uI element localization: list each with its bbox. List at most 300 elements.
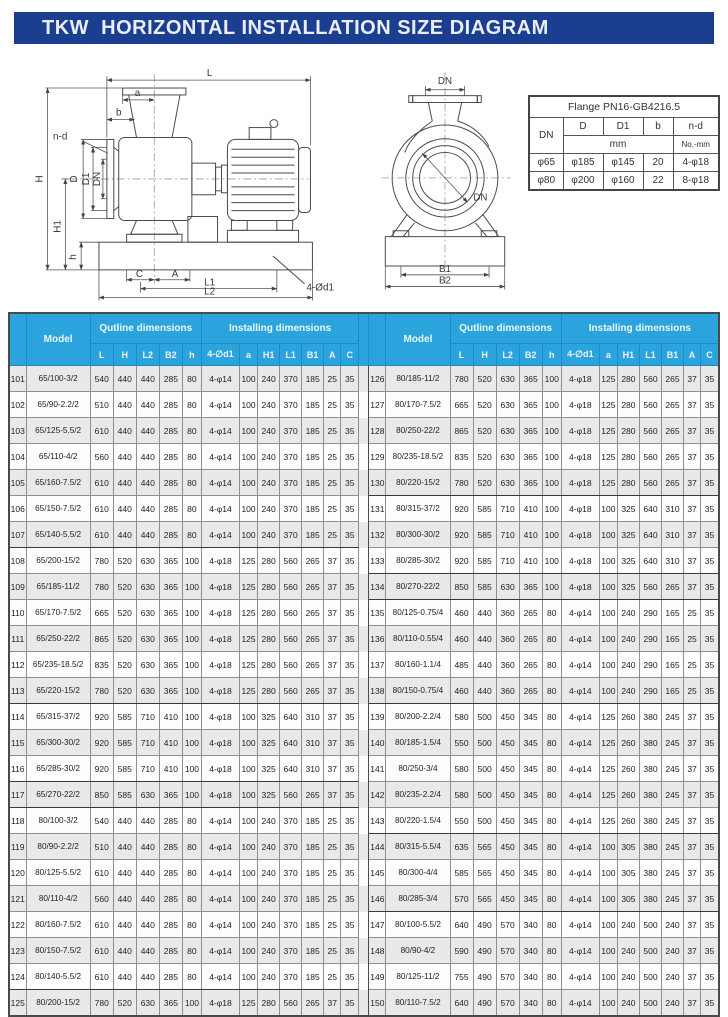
- column-header-model: Model: [26, 313, 90, 366]
- value-cell: 100: [240, 444, 258, 470]
- value-cell: 265: [661, 366, 683, 392]
- value-cell: 35: [341, 574, 359, 600]
- value-cell: 185: [302, 470, 324, 496]
- value-cell: 4-φ14: [561, 730, 599, 756]
- value-cell: 100: [599, 860, 617, 886]
- flange-col-nd: n-d: [673, 118, 719, 136]
- value-cell: 280: [258, 574, 280, 600]
- value-cell: 280: [258, 626, 280, 652]
- value-cell: 100: [599, 964, 617, 990]
- value-cell: 640: [639, 548, 661, 574]
- table-gap: [359, 574, 369, 600]
- value-cell: 260: [617, 808, 639, 834]
- table-gap: [359, 756, 369, 782]
- value-cell: 920: [450, 522, 473, 548]
- flange-unit-nomm: No.-mm: [673, 136, 719, 154]
- dim-label-D: D: [69, 175, 81, 183]
- value-cell: 630: [136, 600, 159, 626]
- value-cell: 440: [136, 444, 159, 470]
- value-cell: 80: [542, 652, 561, 678]
- value-cell: 35: [341, 938, 359, 964]
- value-cell: 440: [113, 366, 136, 392]
- value-cell: 585: [450, 860, 473, 886]
- value-cell: 125: [240, 548, 258, 574]
- value-cell: 285: [159, 808, 182, 834]
- value-cell: 560: [280, 548, 302, 574]
- value-cell: 100: [599, 678, 617, 704]
- value-cell: 4-φ14: [561, 834, 599, 860]
- value-cell: 35: [341, 548, 359, 574]
- model-cell: 65/150-7.5/2: [26, 496, 90, 522]
- value-cell: 260: [617, 730, 639, 756]
- value-cell: 35: [701, 600, 719, 626]
- table-row: [9, 834, 719, 860]
- value-cell: 565: [473, 886, 496, 912]
- value-cell: 265: [661, 392, 683, 418]
- value-cell: 80: [542, 938, 561, 964]
- value-cell: 265: [661, 470, 683, 496]
- table-row: [9, 756, 719, 782]
- value-cell: 80: [542, 626, 561, 652]
- value-cell: 360: [496, 600, 519, 626]
- value-cell: 585: [113, 704, 136, 730]
- value-cell: 240: [258, 444, 280, 470]
- value-cell: 25: [324, 522, 341, 548]
- value-cell: 37: [324, 574, 341, 600]
- value-cell: 410: [159, 730, 182, 756]
- value-cell: 265: [519, 678, 542, 704]
- dim-label-H1: H1: [52, 220, 64, 233]
- value-cell: 585: [473, 574, 496, 600]
- model-cell: 80/100-5.5/2: [386, 912, 450, 938]
- value-cell: 185: [302, 938, 324, 964]
- value-cell: 370: [280, 938, 302, 964]
- value-cell: 630: [136, 782, 159, 808]
- table-cell: 20: [643, 154, 673, 172]
- value-cell: 37: [324, 548, 341, 574]
- value-cell: 285: [159, 938, 182, 964]
- model-cell: 80/200-2.2/4: [386, 704, 450, 730]
- value-cell: 345: [519, 860, 542, 886]
- value-cell: 440: [136, 522, 159, 548]
- value-cell: 80: [182, 886, 201, 912]
- value-cell: 365: [159, 678, 182, 704]
- model-cell: 80/160-7.5/2: [26, 912, 90, 938]
- value-cell: 100: [240, 704, 258, 730]
- value-cell: 35: [341, 990, 359, 1017]
- value-cell: 380: [639, 782, 661, 808]
- value-cell: 245: [661, 730, 683, 756]
- value-cell: 710: [496, 522, 519, 548]
- value-cell: 25: [324, 938, 341, 964]
- value-cell: 500: [639, 964, 661, 990]
- value-cell: 37: [684, 704, 701, 730]
- value-cell: 4-φ18: [201, 782, 239, 808]
- value-cell: 80: [542, 782, 561, 808]
- row-number: 126: [369, 366, 386, 392]
- value-cell: 520: [113, 626, 136, 652]
- value-cell: 37: [684, 964, 701, 990]
- value-cell: 25: [324, 886, 341, 912]
- value-cell: 37: [684, 912, 701, 938]
- column-group-outline: Qutline dimensions: [90, 313, 201, 344]
- value-cell: 240: [617, 912, 639, 938]
- flange-table-title: Flange PN16-GB4216.5: [529, 96, 719, 118]
- value-cell: 710: [136, 704, 159, 730]
- model-cell: 80/300-30/2: [386, 522, 450, 548]
- table-row: [9, 964, 719, 990]
- row-number: 137: [369, 652, 386, 678]
- table-row: [9, 470, 719, 496]
- value-cell: 4-φ18: [201, 756, 239, 782]
- value-cell: 440: [113, 496, 136, 522]
- dim-label-D1: D1: [81, 172, 93, 186]
- table-row: [9, 990, 719, 1017]
- value-cell: 25: [324, 496, 341, 522]
- value-cell: 37: [684, 548, 701, 574]
- value-cell: 370: [280, 886, 302, 912]
- value-cell: 35: [341, 496, 359, 522]
- value-cell: 710: [496, 548, 519, 574]
- value-cell: 280: [258, 600, 280, 626]
- value-cell: 125: [599, 444, 617, 470]
- value-cell: 310: [661, 548, 683, 574]
- value-cell: 125: [240, 600, 258, 626]
- column-header: L: [450, 344, 473, 366]
- value-cell: 565: [473, 834, 496, 860]
- model-cell: 80/170-7.5/2: [386, 392, 450, 418]
- value-cell: 100: [240, 470, 258, 496]
- value-cell: 440: [113, 444, 136, 470]
- value-cell: 365: [159, 782, 182, 808]
- value-cell: 100: [542, 418, 561, 444]
- value-cell: 370: [280, 366, 302, 392]
- value-cell: 440: [136, 418, 159, 444]
- value-cell: 4-φ18: [201, 730, 239, 756]
- column-header: h: [542, 344, 561, 366]
- row-number: 102: [9, 392, 26, 418]
- value-cell: 25: [324, 392, 341, 418]
- value-cell: 285: [159, 496, 182, 522]
- pump-front-view-diagram: [352, 50, 538, 296]
- value-cell: 440: [113, 886, 136, 912]
- value-cell: 37: [324, 678, 341, 704]
- value-cell: 125: [599, 808, 617, 834]
- value-cell: 440: [113, 834, 136, 860]
- value-cell: 35: [701, 522, 719, 548]
- row-number: 132: [369, 522, 386, 548]
- value-cell: 4-φ14: [561, 990, 599, 1017]
- value-cell: 35: [701, 808, 719, 834]
- value-cell: 570: [450, 886, 473, 912]
- value-cell: 440: [136, 964, 159, 990]
- value-cell: 35: [341, 522, 359, 548]
- model-cell: 80/250-22/2: [386, 418, 450, 444]
- value-cell: 345: [519, 834, 542, 860]
- value-cell: 610: [90, 470, 113, 496]
- value-cell: 4-φ18: [201, 574, 239, 600]
- column-header: L1: [280, 344, 302, 366]
- value-cell: 570: [496, 964, 519, 990]
- table-cell: φ185: [563, 154, 603, 172]
- value-cell: 80: [182, 392, 201, 418]
- value-cell: 185: [302, 366, 324, 392]
- model-cell: 80/110-4/2: [26, 886, 90, 912]
- value-cell: 610: [90, 912, 113, 938]
- flange-table: [528, 95, 720, 191]
- value-cell: 165: [661, 678, 683, 704]
- value-cell: 80: [542, 756, 561, 782]
- value-cell: 640: [280, 730, 302, 756]
- value-cell: 80: [182, 444, 201, 470]
- value-cell: 100: [182, 704, 201, 730]
- table-row: [9, 392, 719, 418]
- table-gap: [359, 652, 369, 678]
- value-cell: 35: [341, 652, 359, 678]
- value-cell: 165: [661, 652, 683, 678]
- value-cell: 4-φ14: [201, 470, 239, 496]
- model-cell: 80/110-0.55/4: [386, 626, 450, 652]
- value-cell: 25: [324, 912, 341, 938]
- value-cell: 365: [519, 366, 542, 392]
- value-cell: 4-φ14: [201, 392, 239, 418]
- value-cell: 185: [302, 444, 324, 470]
- value-cell: 240: [661, 912, 683, 938]
- table-row: [9, 574, 719, 600]
- table-row: [9, 938, 719, 964]
- value-cell: 630: [496, 470, 519, 496]
- row-number: 121: [9, 886, 26, 912]
- value-cell: 100: [542, 392, 561, 418]
- table-gap: [359, 313, 369, 366]
- value-cell: 100: [542, 522, 561, 548]
- value-cell: 440: [113, 964, 136, 990]
- row-number: 117: [9, 782, 26, 808]
- value-cell: 640: [450, 990, 473, 1017]
- value-cell: 4-φ14: [201, 366, 239, 392]
- value-cell: 345: [519, 756, 542, 782]
- value-cell: 450: [496, 782, 519, 808]
- value-cell: 440: [136, 938, 159, 964]
- model-cell: 80/140-5.5/2: [26, 964, 90, 990]
- value-cell: 280: [617, 392, 639, 418]
- value-cell: 185: [302, 522, 324, 548]
- value-cell: 640: [280, 704, 302, 730]
- model-cell: 65/285-30/2: [26, 756, 90, 782]
- value-cell: 610: [90, 496, 113, 522]
- value-cell: 360: [496, 652, 519, 678]
- value-cell: 380: [639, 886, 661, 912]
- value-cell: 370: [280, 444, 302, 470]
- value-cell: 37: [324, 652, 341, 678]
- row-number: 140: [369, 730, 386, 756]
- value-cell: 100: [240, 366, 258, 392]
- model-cell: 80/285-3/4: [386, 886, 450, 912]
- value-cell: 630: [496, 366, 519, 392]
- value-cell: 630: [136, 548, 159, 574]
- row-number: 124: [9, 964, 26, 990]
- value-cell: 280: [258, 652, 280, 678]
- value-cell: 285: [159, 886, 182, 912]
- value-cell: 450: [496, 730, 519, 756]
- value-cell: 35: [701, 392, 719, 418]
- value-cell: 245: [661, 756, 683, 782]
- value-cell: 440: [113, 808, 136, 834]
- value-cell: 35: [701, 418, 719, 444]
- value-cell: 520: [113, 678, 136, 704]
- value-cell: 710: [136, 730, 159, 756]
- value-cell: 500: [639, 990, 661, 1017]
- value-cell: 35: [701, 756, 719, 782]
- model-cell: 80/110-7.5/2: [386, 990, 450, 1017]
- value-cell: 265: [302, 626, 324, 652]
- value-cell: 365: [159, 652, 182, 678]
- value-cell: 35: [701, 834, 719, 860]
- row-number: 144: [369, 834, 386, 860]
- value-cell: 25: [684, 678, 701, 704]
- value-cell: 100: [240, 886, 258, 912]
- value-cell: 185: [302, 496, 324, 522]
- value-cell: 520: [113, 574, 136, 600]
- table-gap: [359, 860, 369, 886]
- value-cell: 370: [280, 522, 302, 548]
- value-cell: 640: [639, 522, 661, 548]
- value-cell: 100: [182, 782, 201, 808]
- value-cell: 590: [450, 938, 473, 964]
- value-cell: 630: [136, 574, 159, 600]
- value-cell: 35: [701, 782, 719, 808]
- model-cell: 80/220-15/2: [386, 470, 450, 496]
- table-cell: φ160: [603, 172, 643, 191]
- value-cell: 35: [341, 392, 359, 418]
- value-cell: 35: [341, 626, 359, 652]
- value-cell: 440: [136, 470, 159, 496]
- row-number: 109: [9, 574, 26, 600]
- value-cell: 345: [519, 782, 542, 808]
- value-cell: 240: [258, 366, 280, 392]
- value-cell: 370: [280, 834, 302, 860]
- value-cell: 440: [113, 470, 136, 496]
- model-cell: 80/200-15/2: [26, 990, 90, 1017]
- row-number: 106: [9, 496, 26, 522]
- value-cell: 500: [473, 730, 496, 756]
- table-gap: [359, 808, 369, 834]
- value-cell: 265: [302, 600, 324, 626]
- value-cell: 610: [90, 418, 113, 444]
- row-number: 108: [9, 548, 26, 574]
- value-cell: 35: [701, 444, 719, 470]
- value-cell: 80: [182, 496, 201, 522]
- value-cell: 280: [617, 366, 639, 392]
- model-cell: 80/125-0.75/4: [386, 600, 450, 626]
- value-cell: 450: [496, 860, 519, 886]
- value-cell: 35: [701, 470, 719, 496]
- value-cell: 585: [473, 522, 496, 548]
- column-group-outline: Qutline dimensions: [450, 313, 561, 344]
- table-gap: [359, 444, 369, 470]
- value-cell: 325: [258, 730, 280, 756]
- value-cell: 100: [182, 756, 201, 782]
- value-cell: 345: [519, 704, 542, 730]
- value-cell: 100: [542, 366, 561, 392]
- value-cell: 510: [90, 392, 113, 418]
- value-cell: 35: [701, 964, 719, 990]
- dim-label-C: C: [135, 268, 144, 280]
- table-row: [9, 626, 719, 652]
- value-cell: 285: [159, 444, 182, 470]
- value-cell: 285: [159, 522, 182, 548]
- value-cell: 35: [341, 600, 359, 626]
- value-cell: 345: [519, 808, 542, 834]
- model-cell: 65/300-30/2: [26, 730, 90, 756]
- value-cell: 630: [496, 418, 519, 444]
- value-cell: 920: [450, 496, 473, 522]
- value-cell: 4-φ14: [201, 912, 239, 938]
- value-cell: 4-φ14: [561, 912, 599, 938]
- value-cell: 35: [341, 756, 359, 782]
- value-cell: 37: [684, 860, 701, 886]
- column-header: H1: [617, 344, 639, 366]
- value-cell: 550: [450, 730, 473, 756]
- value-cell: 4-φ14: [201, 938, 239, 964]
- row-number: 123: [9, 938, 26, 964]
- value-cell: 865: [90, 626, 113, 652]
- value-cell: 37: [684, 522, 701, 548]
- table-row: [9, 730, 719, 756]
- row-number: 114: [9, 704, 26, 730]
- value-cell: 100: [240, 522, 258, 548]
- value-cell: 100: [182, 730, 201, 756]
- value-cell: 35: [701, 548, 719, 574]
- model-cell: 65/185-11/2: [26, 574, 90, 600]
- value-cell: 35: [341, 808, 359, 834]
- value-cell: 185: [302, 886, 324, 912]
- table-gap: [359, 886, 369, 912]
- value-cell: 35: [701, 496, 719, 522]
- value-cell: 37: [684, 574, 701, 600]
- value-cell: 4-φ14: [201, 444, 239, 470]
- value-cell: 285: [159, 912, 182, 938]
- value-cell: 325: [617, 522, 639, 548]
- dim-label-L: L: [206, 68, 213, 80]
- value-cell: 370: [280, 964, 302, 990]
- value-cell: 100: [240, 392, 258, 418]
- row-number: 149: [369, 964, 386, 990]
- value-cell: 365: [159, 548, 182, 574]
- column-header: C: [701, 344, 719, 366]
- model-cell: 80/90-2.2/2: [26, 834, 90, 860]
- value-cell: 80: [182, 860, 201, 886]
- value-cell: 865: [450, 418, 473, 444]
- value-cell: 100: [599, 886, 617, 912]
- value-cell: 560: [639, 392, 661, 418]
- value-cell: 80: [182, 808, 201, 834]
- value-cell: 4-φ18: [561, 522, 599, 548]
- value-cell: 285: [159, 470, 182, 496]
- value-cell: 125: [240, 574, 258, 600]
- table-row: [9, 366, 719, 392]
- value-cell: 780: [90, 574, 113, 600]
- value-cell: 710: [136, 756, 159, 782]
- model-cell: 65/200-15/2: [26, 548, 90, 574]
- table-row: [529, 154, 719, 172]
- value-cell: 850: [450, 574, 473, 600]
- row-number: 107: [9, 522, 26, 548]
- model-cell: 80/150-7.5/2: [26, 938, 90, 964]
- value-cell: 520: [473, 418, 496, 444]
- value-cell: 4-φ18: [561, 392, 599, 418]
- model-cell: 65/250-22/2: [26, 626, 90, 652]
